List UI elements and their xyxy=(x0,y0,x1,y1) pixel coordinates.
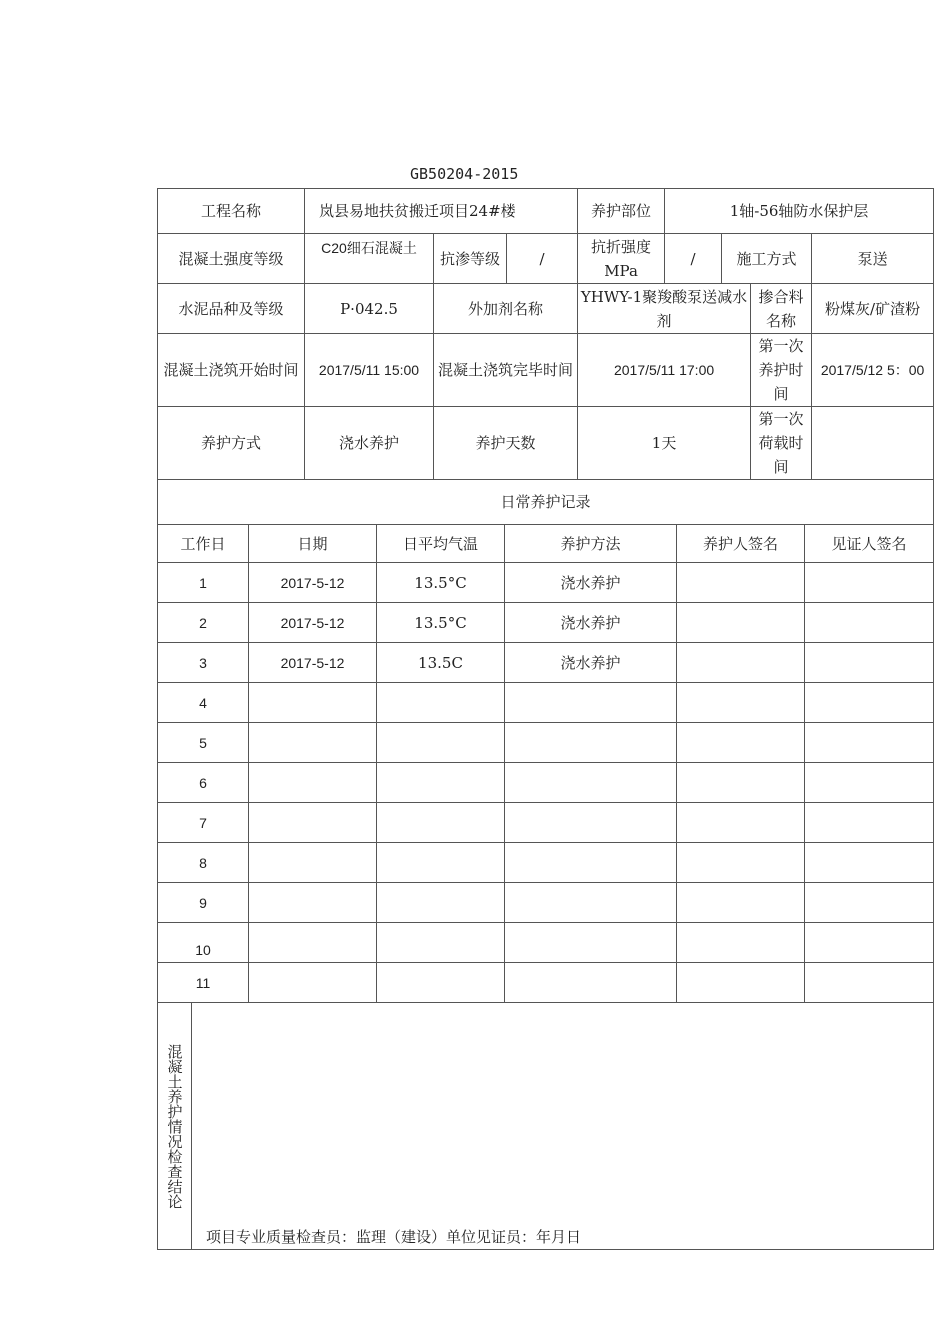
cure-method-label: 养护方式 xyxy=(158,407,305,480)
conclusion-signature-line: 项目专业质量检查员：监理（建设）单位见证员：年月日 xyxy=(206,1228,582,1246)
workday-cell: 6 xyxy=(158,763,249,803)
workday-cell: 4 xyxy=(158,683,249,723)
method-cell: 浇水养护 xyxy=(505,643,677,683)
first-load-label: 第一次荷载时间 xyxy=(751,407,812,480)
table-row xyxy=(158,763,934,803)
date-cell xyxy=(249,923,377,963)
temp-cell xyxy=(377,963,505,1003)
pour-start-value: 2017/5/11 15:00 xyxy=(305,334,434,407)
construction-value: 泵送 xyxy=(812,234,934,284)
method-cell xyxy=(505,963,677,1003)
first-cure-label: 第一次养护时间 xyxy=(751,334,812,407)
date-cell: 2017-5-12 xyxy=(249,643,377,683)
temp-cell xyxy=(377,883,505,923)
curer-signature-cell xyxy=(677,763,805,803)
table-row xyxy=(158,963,934,1003)
table-row xyxy=(158,563,934,603)
curer-signature-cell xyxy=(677,843,805,883)
daily-header-row xyxy=(158,525,934,563)
curer-signature-cell xyxy=(677,563,805,603)
curing-part-label: 养护部位 xyxy=(578,189,665,234)
info-row-pour xyxy=(158,334,934,407)
conclusion-table xyxy=(157,1002,934,1250)
strength-value: C20细石混凝土 xyxy=(305,234,434,284)
curer-signature-cell xyxy=(677,643,805,683)
method-cell: 浇水养护 xyxy=(505,603,677,643)
witness-signature-cell xyxy=(805,963,934,1003)
table-row xyxy=(158,683,934,723)
header-curer: 养护人签名 xyxy=(677,525,805,563)
witness-signature-cell xyxy=(805,683,934,723)
date-cell: 2017-5-12 xyxy=(249,563,377,603)
table-row xyxy=(158,603,934,643)
temp-cell xyxy=(377,843,505,883)
cement-value: P·042.5 xyxy=(305,284,434,334)
curer-signature-cell xyxy=(677,923,805,963)
workday-cell: 5 xyxy=(158,723,249,763)
curer-signature-cell xyxy=(677,603,805,643)
project-name-value: 岚县易地扶贫搬迁项目24#楼 xyxy=(305,189,578,234)
info-table xyxy=(157,188,934,525)
cure-method-value: 浇水养护 xyxy=(305,407,434,480)
standard-code: GB50204-2015 xyxy=(410,165,519,183)
impermeability-value: / xyxy=(507,234,578,284)
daily-record-title-row xyxy=(158,480,934,525)
witness-signature-cell xyxy=(805,723,934,763)
table-row xyxy=(158,803,934,843)
temp-cell xyxy=(377,723,505,763)
curing-part-value: 1轴-56轴防水保护层 xyxy=(665,189,934,234)
curer-signature-cell xyxy=(677,803,805,843)
temp-cell xyxy=(377,683,505,723)
table-row xyxy=(158,883,934,923)
daily-record-title: 日常养护记录 xyxy=(158,480,934,525)
conclusion-label-cell xyxy=(158,1003,192,1250)
impermeability-label: 抗渗等级 xyxy=(434,234,507,284)
admixture-label: 外加剂名称 xyxy=(434,284,578,334)
pour-end-label: 混凝土浇筑完毕时间 xyxy=(434,334,578,407)
first-cure-value: 2017/5/12 5：00 xyxy=(812,334,934,407)
temp-cell: 13.5C xyxy=(377,643,505,683)
witness-signature-cell xyxy=(805,563,934,603)
header-witness: 见证人签名 xyxy=(805,525,934,563)
workday-cell: 11 xyxy=(158,963,249,1003)
curing-record-form xyxy=(157,188,933,1250)
method-cell xyxy=(505,763,677,803)
temp-cell: 13.5°C xyxy=(377,563,505,603)
workday-cell: 7 xyxy=(158,803,249,843)
workday-cell: 2 xyxy=(158,603,249,643)
daily-table xyxy=(157,524,934,1003)
info-row-cement xyxy=(158,284,934,334)
conclusion-label: 混凝土养护情况检查结论 xyxy=(165,1043,184,1209)
date-cell xyxy=(249,963,377,1003)
conclusion-content xyxy=(192,1003,934,1250)
header-method: 养护方法 xyxy=(505,525,677,563)
workday-cell: 3 xyxy=(158,643,249,683)
method-cell xyxy=(505,843,677,883)
admixture-value: YHWY-1聚羧酸泵送减水剂 xyxy=(578,284,751,334)
date-cell xyxy=(249,683,377,723)
table-row xyxy=(158,923,934,963)
date-cell xyxy=(249,723,377,763)
curer-signature-cell xyxy=(677,883,805,923)
strength-label: 混凝土强度等级 xyxy=(158,234,305,284)
curer-signature-cell xyxy=(677,683,805,723)
pour-start-label: 混凝土浇筑开始时间 xyxy=(158,334,305,407)
workday-cell: 9 xyxy=(158,883,249,923)
blend-value: 粉煤灰/矿渣粉 xyxy=(812,284,934,334)
header-date: 日期 xyxy=(249,525,377,563)
method-cell: 浇水养护 xyxy=(505,563,677,603)
workday-cell: 1 xyxy=(158,563,249,603)
method-cell xyxy=(505,683,677,723)
cure-days-label: 养护天数 xyxy=(434,407,578,480)
first-load-value xyxy=(812,407,934,480)
flexural-label: 抗折强度MPa xyxy=(578,234,665,284)
flexural-value: / xyxy=(665,234,722,284)
blend-label: 掺合料名称 xyxy=(751,284,812,334)
cure-days-value: 1天 xyxy=(578,407,751,480)
workday-cell: 10 xyxy=(158,923,249,963)
witness-signature-cell xyxy=(805,603,934,643)
date-cell xyxy=(249,803,377,843)
witness-signature-cell xyxy=(805,843,934,883)
witness-signature-cell xyxy=(805,803,934,843)
method-cell xyxy=(505,803,677,843)
witness-signature-cell xyxy=(805,923,934,963)
temp-cell: 13.5°C xyxy=(377,603,505,643)
temp-cell xyxy=(377,923,505,963)
method-cell xyxy=(505,923,677,963)
cement-label: 水泥品种及等级 xyxy=(158,284,305,334)
info-row-cure xyxy=(158,407,934,480)
date-cell xyxy=(249,883,377,923)
date-cell xyxy=(249,843,377,883)
project-name-label: 工程名称 xyxy=(158,189,305,234)
info-row-project xyxy=(158,189,934,234)
workday-cell: 8 xyxy=(158,843,249,883)
info-row-strength xyxy=(158,234,934,284)
table-row xyxy=(158,843,934,883)
construction-label: 施工方式 xyxy=(722,234,812,284)
date-cell: 2017-5-12 xyxy=(249,603,377,643)
table-row xyxy=(158,723,934,763)
witness-signature-cell xyxy=(805,643,934,683)
temp-cell xyxy=(377,803,505,843)
method-cell xyxy=(505,883,677,923)
witness-signature-cell xyxy=(805,883,934,923)
curer-signature-cell xyxy=(677,963,805,1003)
header-temp: 日平均气温 xyxy=(377,525,505,563)
witness-signature-cell xyxy=(805,763,934,803)
method-cell xyxy=(505,723,677,763)
temp-cell xyxy=(377,763,505,803)
table-row xyxy=(158,643,934,683)
conclusion-row xyxy=(158,1003,934,1250)
date-cell xyxy=(249,763,377,803)
pour-end-value: 2017/5/11 17:00 xyxy=(578,334,751,407)
curer-signature-cell xyxy=(677,723,805,763)
header-workday: 工作日 xyxy=(158,525,249,563)
